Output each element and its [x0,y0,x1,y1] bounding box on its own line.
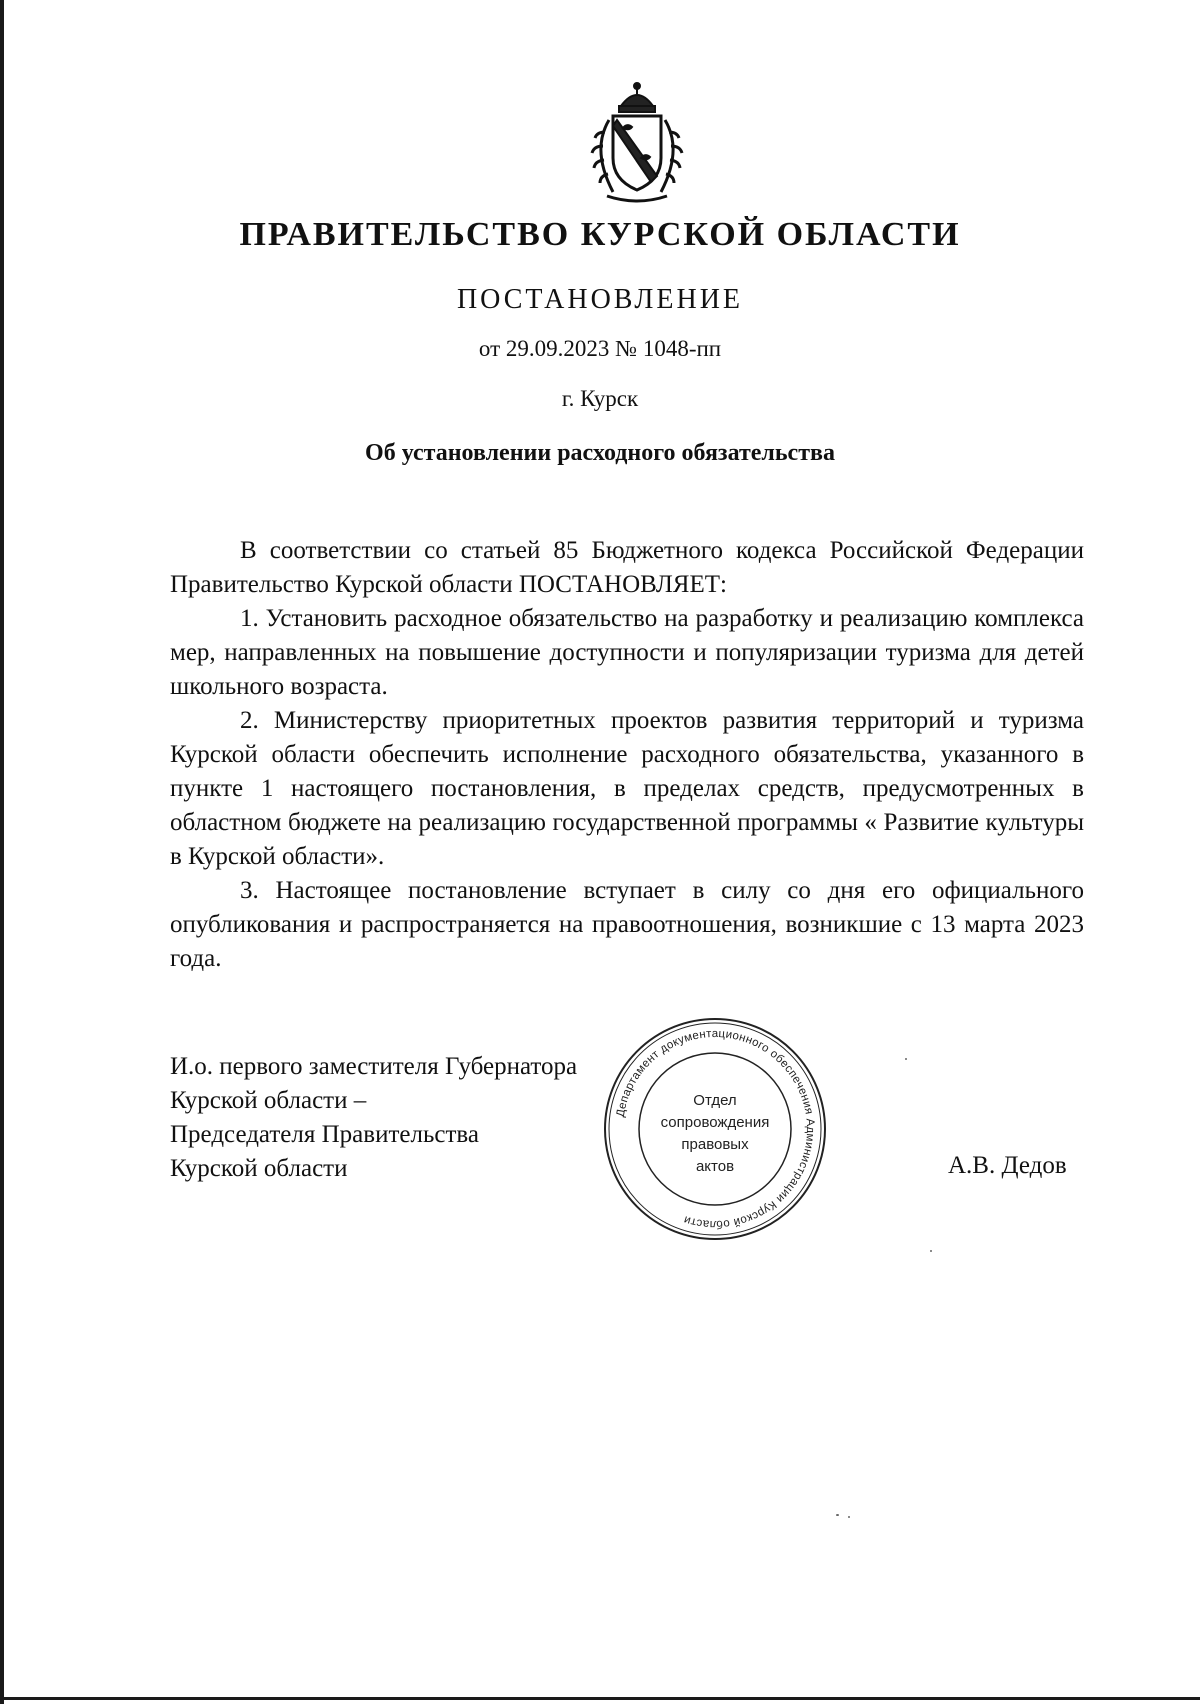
signatory-position-line: И.о. первого заместителя Губернатора [170,1053,578,1080]
stamp-ring-text: Департамент документационного обеспечения Администрации Курской области [614,1027,817,1231]
signatory-position-line: Председателя Правительства [170,1121,479,1148]
document-type: ПОСТАНОВЛЕНИЕ [456,284,744,315]
stamp-line: актов [695,1158,735,1175]
document-body [170,534,1084,976]
scan-left-edge [0,0,4,1704]
document-subject: Об установлении расходного обязательства [365,440,835,466]
government-name: ПРАВИТЕЛЬСТВО КУРСКОЙ ОБЛАСТИ [239,216,961,253]
document-city: г. Курск [561,386,639,411]
scan-speck [905,1058,907,1060]
signatory-position [170,1050,577,1186]
scan-speck [930,1250,932,1252]
stamp-line: Отдел [693,1092,737,1109]
preamble-paragraph: В соответствии со статьей 85 Бюджетного кодекса Российской Федерации Правительство Курской области ПОСТАНОВЛЯЕТ: [170,537,1084,598]
coat-of-arms-icon [573,80,701,208]
clause-1: 1. Установить расходное обязательство на разработку и реализацию комплекса мер, направленных на повышение доступности и популяризации туризма для детей школьного возраста. [170,605,1084,700]
clause-3: 3. Настоящее постановление вступает в силу со дня его официального опубликования и распространяется на правоотношения, возникшие с 13 марта 2023 года. [170,877,1084,972]
signatory-name: А.В. Дедов [948,1152,1067,1179]
scan-speck [836,1514,839,1516]
signatory-position-line: Курской области – [170,1087,367,1114]
signatory-position-line: Курской области [170,1155,348,1182]
clause-2: 2. Министерству приоритетных проектов развития территорий и туризма Курской области обеспечить исполнение расходного обязательства, указанного в пункте 1 настоящего постановления, в пределах средств, предусмотренных в областном бюджете на реализацию государственной программы « Развитие культуры в Курской области». [170,707,1084,870]
stamp-line: правовых [681,1136,749,1153]
stamp-center-text [648,1090,782,1178]
scan-speck [848,1516,850,1518]
scan-bottom-edge [0,1697,1200,1700]
document-number-date: от 29.09.2023 № 1048-пп [478,336,722,361]
stamp-line: сопровождения [660,1114,770,1131]
